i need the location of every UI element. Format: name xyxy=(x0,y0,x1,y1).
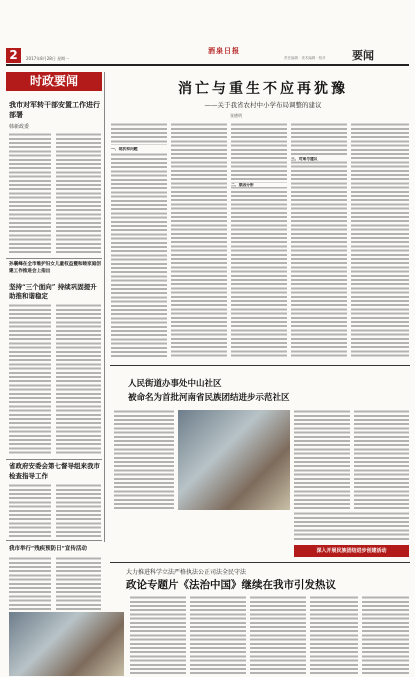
story-headline: 被命名为首批河南省民族团结进步示范社区 xyxy=(128,393,290,403)
news-photo xyxy=(9,612,124,676)
story-title: 省政府安委会第七督导组来我市检查指导工作 xyxy=(9,462,100,480)
section-banner: 时政要闻 xyxy=(6,72,102,91)
story-subtitle: 坚持“三个面向” 持续巩固提升 助推和谐稳定 xyxy=(9,283,97,300)
article-text xyxy=(114,410,174,510)
article-text xyxy=(310,596,358,674)
article-text xyxy=(250,596,306,674)
article-text xyxy=(362,596,409,674)
main-subtitle: ——关于我省农村中小学布局调整的建议 xyxy=(204,101,322,109)
header-rule xyxy=(6,64,409,66)
section-head: 一、现状和问题 xyxy=(111,147,138,151)
article-text xyxy=(354,410,409,510)
masthead-logo: 酒泉日报 xyxy=(208,46,240,55)
section-title: 要闻 xyxy=(352,49,374,62)
issue-date: 2017年8月28日 星期一 xyxy=(26,56,70,61)
article-text xyxy=(111,123,167,145)
campaign-banner: 深入开展民族团结进步创建活动 xyxy=(294,545,409,557)
main-headline: 消亡与重生不应再犹豫 xyxy=(178,81,348,97)
article-text xyxy=(9,557,51,612)
article-text xyxy=(56,557,101,612)
divider xyxy=(6,258,102,259)
story-headline: 人民街道办事处中山社区 xyxy=(128,379,222,389)
article-text xyxy=(351,123,409,358)
article-text xyxy=(294,512,409,542)
section-head: 三、对策与建议 xyxy=(291,157,347,161)
story-headline: 政论专题片《法治中国》继续在我市引发热议 xyxy=(126,579,336,591)
article-text xyxy=(190,596,246,674)
story-byline: 韩新政委 xyxy=(9,124,30,130)
divider xyxy=(6,459,102,460)
divider xyxy=(110,562,410,563)
article-text xyxy=(111,153,167,358)
article-text xyxy=(130,596,186,674)
section-head: 二、原因分析 xyxy=(231,183,287,187)
article-text xyxy=(9,133,51,253)
article-text xyxy=(9,484,51,537)
article-text xyxy=(294,410,350,510)
divider xyxy=(110,365,410,366)
article-text xyxy=(171,123,227,358)
editor-credits: 责任编辑 · 美术编辑 · 校对 xyxy=(284,56,326,60)
story-title: 孙襄峰在全市维护妇女儿童权益暨和睦家庭创建工作推进会上指出 xyxy=(9,262,101,274)
article-text xyxy=(56,304,101,454)
story-title: 我市对军转干部安置工作进行部署 xyxy=(9,100,100,119)
divider xyxy=(6,540,102,541)
article-text xyxy=(231,123,287,358)
news-photo xyxy=(178,410,290,510)
story-kicker: 大力推进科学立法严格执法公正司法全民守法 xyxy=(126,569,247,576)
article-text xyxy=(56,133,101,253)
article-text xyxy=(56,484,101,537)
story-title: 我市举行“残疾预防日”宣传活动 xyxy=(9,546,87,552)
main-byline: 张德明 xyxy=(230,113,242,118)
column-rule xyxy=(104,72,105,542)
page-number: 2 xyxy=(6,48,21,63)
article-text xyxy=(9,304,51,454)
